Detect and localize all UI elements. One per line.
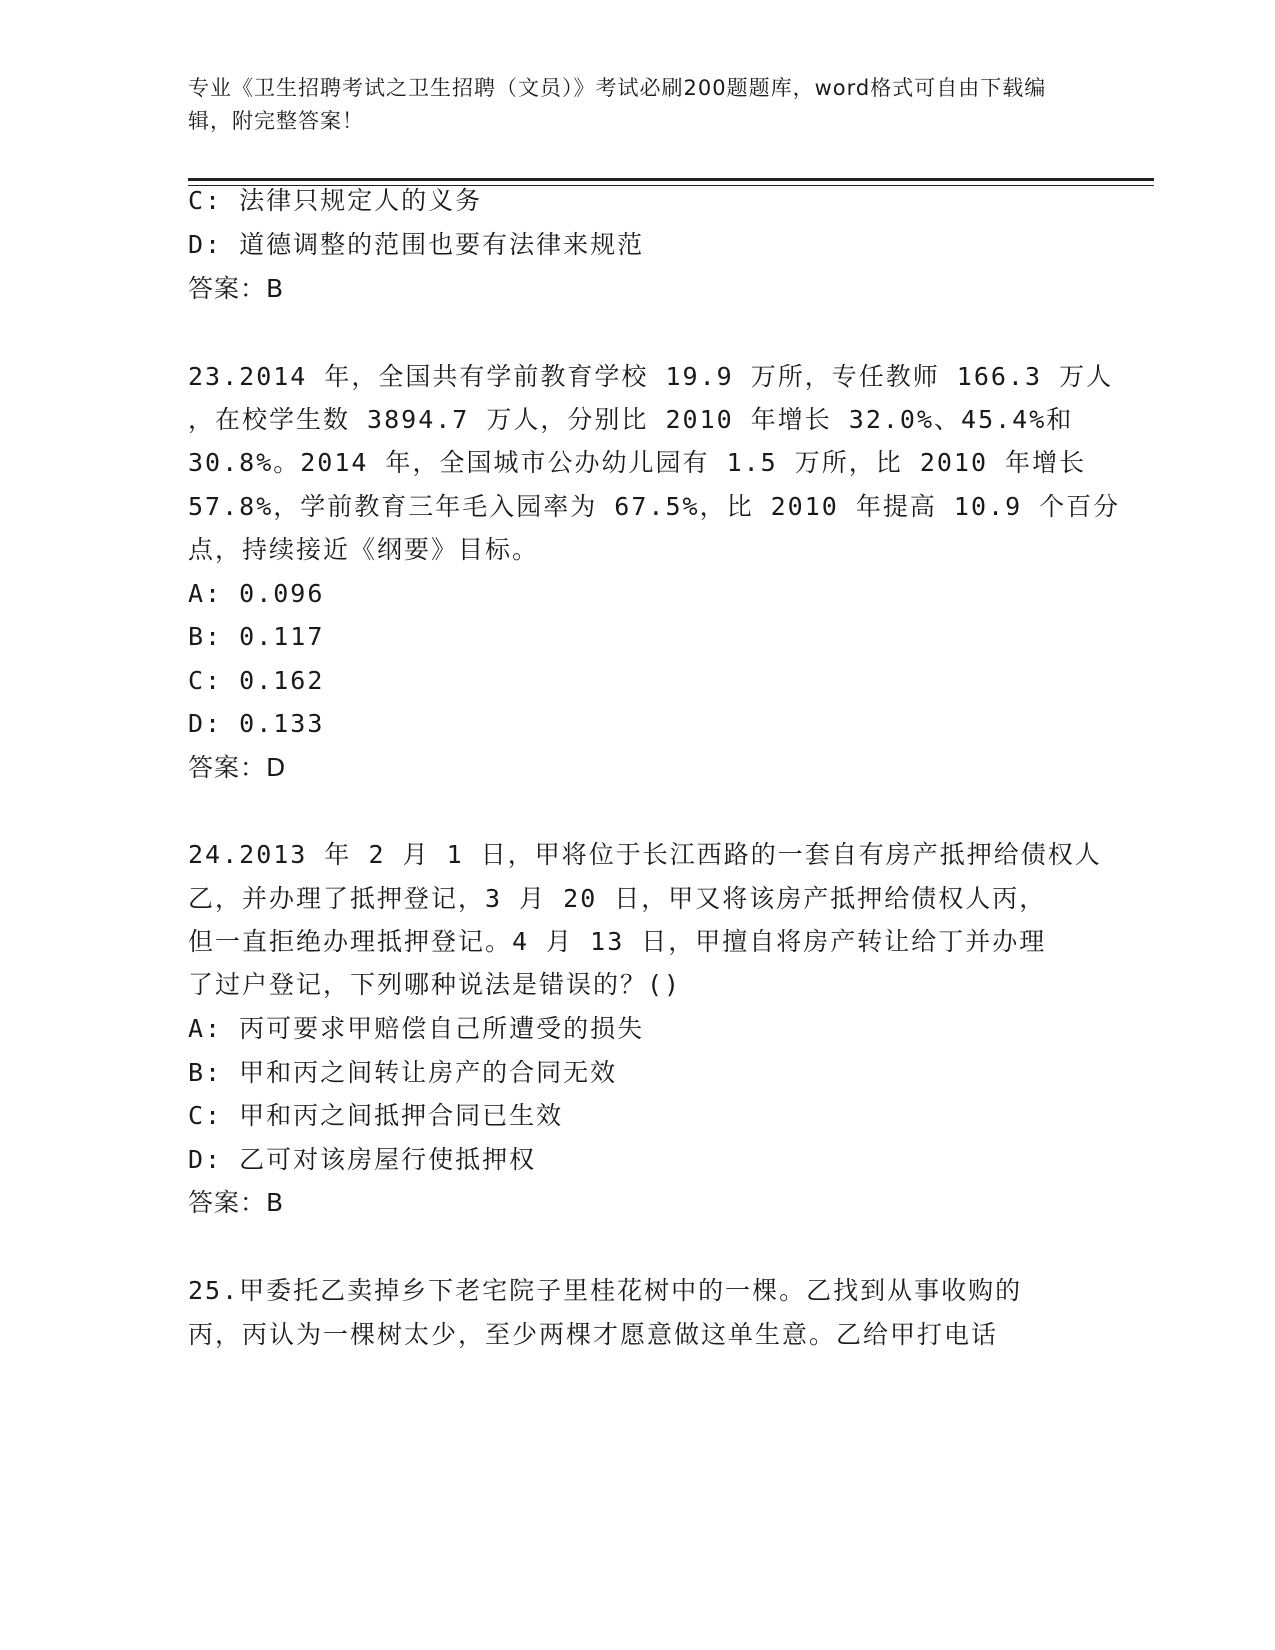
q23-stem-line: ，在校学生数 3894.7 万人，分别比 2010 年增长 32.0%、45.4%和 [188, 405, 1074, 434]
q23-option-b: B: 0.117 [188, 622, 325, 651]
q22-option-c: C: 法律只规定人的义务 [188, 186, 483, 215]
q24-stem-line: 乙，并办理了抵押登记，3 月 20 日，甲又将该房产抵押给债权人丙， [188, 884, 1047, 913]
q25-stem-line: 25.甲委托乙卖掉乡下老宅院子里桂花树中的一棵。乙找到从事收购的 [188, 1276, 1023, 1305]
q24-option-b: B: 甲和丙之间转让房产的合同无效 [188, 1058, 618, 1087]
q25-stem-line: 丙，丙认为一棵树太少，至少两棵才愿意做这单生意。乙给甲打电话 [188, 1320, 999, 1349]
q23-stem-line: 30.8%。2014 年，全国城市公办幼儿园有 1.5 万所，比 2010 年增长 [188, 448, 1087, 477]
q23-stem-line: 57.8%，学前教育三年毛入园率为 67.5%，比 2010 年提高 10.9 个百分 [188, 492, 1121, 521]
q24-answer: 答案：B [188, 1188, 285, 1217]
q24-option-d: D: 乙可对该房屋行使抵押权 [188, 1145, 537, 1174]
q23-answer: 答案：D [188, 753, 287, 782]
q24-option-c: C: 甲和丙之间抵押合同已生效 [188, 1101, 564, 1130]
q23-option-a: A: 0.096 [188, 579, 325, 608]
q23-stem-line: 23.2014 年，全国共有学前教育学校 19.9 万所，专任教师 166.3 万人 [188, 362, 1114, 391]
header-rule-thick [188, 178, 1154, 181]
q23-stem-line: 点，持续接近《纲要》目标。 [188, 535, 540, 564]
q24-stem-line: 了过户登记，下列哪种说法是错误的？() [188, 970, 682, 999]
q23-option-d: D: 0.133 [188, 709, 325, 738]
q22-answer: 答案：B [188, 274, 285, 303]
q24-stem-line: 24.2013 年 2 月 1 日，甲将位于长江西路的一套自有房产抵押给债权人 [188, 840, 1102, 869]
q22-option-d: D: 道德调整的范围也要有法律来规范 [188, 230, 645, 259]
q24-option-a: A: 丙可要求甲赔偿自己所遭受的损失 [188, 1014, 645, 1043]
document-header: 专业《卫生招聘考试之卫生招聘（文员）》考试必刷200题题库，word格式可自由下载编辑，附完整答案！ [188, 76, 1047, 133]
q23-option-c: C: 0.162 [188, 666, 325, 695]
q24-stem-line: 但一直拒绝办理抵押登记。4 月 13 日，甲擅自将房产转让给丁并办理 [188, 927, 1047, 956]
